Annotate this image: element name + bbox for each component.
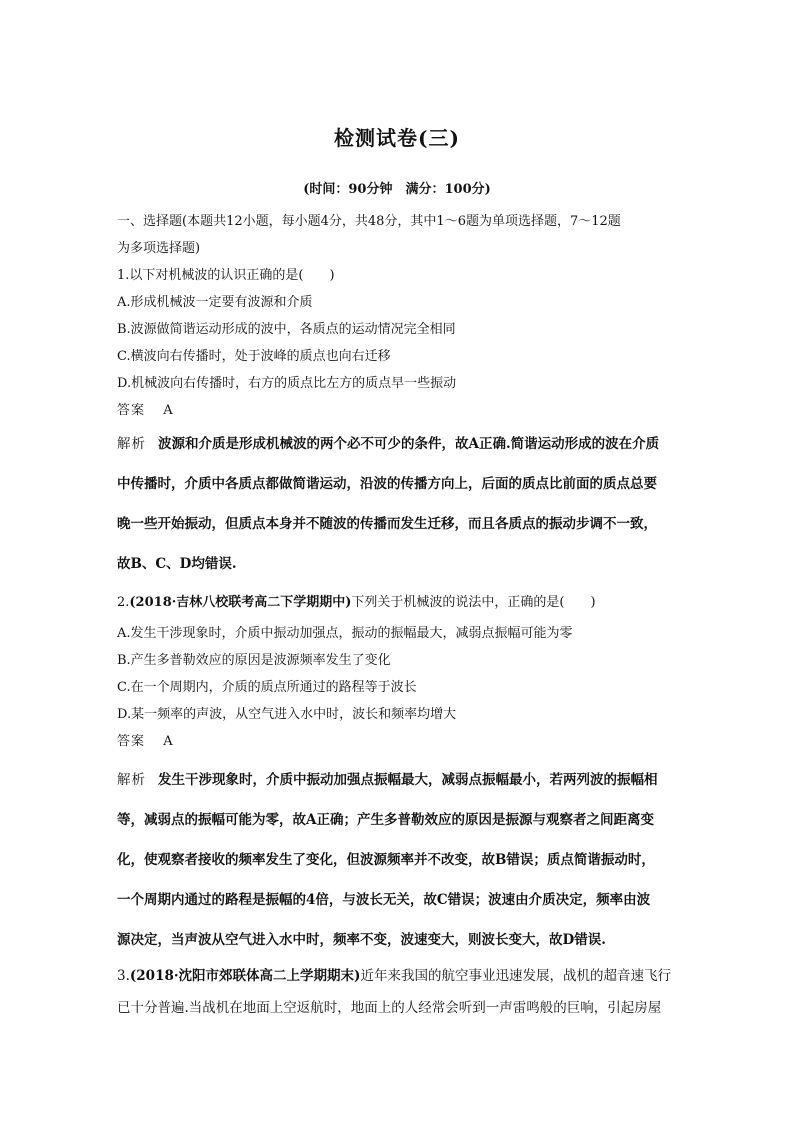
- explanation-line: 解析 发生干涉现象时，介质中振动加强点振幅最大，减弱点振幅最小，若两列波的振幅相: [117, 772, 658, 788]
- explanation-line: 中传播时，介质中各质点都做简谐运动，沿波的传播方向上，后面的质点比前面的质点总要: [117, 476, 657, 492]
- question-1-option-d: D.机械波向右传播时，右方的质点比左方的质点早一些振动: [117, 376, 457, 391]
- question-2-options: [117, 620, 682, 755]
- question-2-answer: [117, 728, 682, 755]
- explanation-label: 解析: [117, 772, 146, 788]
- question-source: (2018·沈阳市郊联体高二上学期期末): [129, 968, 361, 984]
- answer-label: 答案: [117, 403, 146, 418]
- question-1-stem: 1.以下对机械波的认识正确的是( ): [117, 268, 335, 283]
- question-1-option-a: A.形成机械波一定要有波源和介质: [117, 295, 313, 310]
- explanation-line: 等，减弱点的振幅可能为零，故A正确；产生多普勒效应的原因是振源与观察者之间距离变: [117, 812, 654, 828]
- explanation-line: 化，使观察者接收的频率发生了变化，但波源频率并不改变，故B错误；质点简谐振动时，: [117, 852, 655, 868]
- question-3: [117, 964, 682, 1028]
- question-1-answer: [117, 397, 682, 424]
- section-header-line: 一、选择题(本题共12小题，每小题4分，共48分，其中1～6题为单项选择题，7～12题: [117, 214, 621, 229]
- page-title: 检测试卷(三): [334, 126, 460, 150]
- explanation-line: 解析 波源和介质是形成机械波的两个必不可少的条件，故A正确.简谐运动形成的波在介质: [117, 436, 660, 452]
- explanation-line: 晚一些开始振动，但质点本身并不随波的传播而发生迁移，而且各质点的振动步调不一致，: [117, 516, 657, 532]
- explanation-label: 解析: [117, 436, 146, 452]
- question-1-explanation: [117, 432, 682, 592]
- section-header: [117, 208, 682, 424]
- question-1-option-b: B.波源做简谐运动形成的波中，各质点的运动情况完全相同: [117, 322, 456, 337]
- question-2-stem: 2.(2018·吉林八校联考高二下学期期中)下列关于机械波的说法中，正确的是( ): [117, 595, 596, 610]
- explanation-line: 故B、C、D均错误.: [117, 556, 237, 572]
- question-2-option-b: B.产生多普勒效应的原因是波源频率发生了变化: [117, 653, 391, 668]
- question-2-explanation: [117, 768, 682, 968]
- question-2: [117, 589, 682, 616]
- explanation-line: 一个周期内通过的路程是振幅的4倍，与波长无关，故C错误；波速由介质决定，频率由波: [117, 892, 651, 908]
- question-3-stem-line: 已十分普遍.当战机在地面上空返航时，地面上的人经常会听到一声雷鸣般的巨响，引起房屋: [117, 1000, 662, 1016]
- answer-label: 答案: [117, 734, 146, 749]
- question-source: (2018·吉林八校联考高二下学期期中): [129, 595, 352, 610]
- question-3-stem: 3.(2018·沈阳市郊联体高二上学期期末)近年来我国的航空事业迅速发展，战机的超音速飞行: [117, 968, 671, 984]
- section-header-line: 为多项选择题): [117, 241, 201, 256]
- exam-info: (时间：90分钟 满分：100分): [303, 182, 491, 197]
- question-1-option-c: C.横波向右传播时，处于波峰的质点也向右迁移: [117, 349, 391, 364]
- question-2-option-d: D.某一频率的声波，从空气进入水中时，波长和频率均增大: [117, 707, 457, 722]
- question-2-option-c: C.在一个周期内，介质的质点所通过的路程等于波长: [117, 680, 417, 695]
- explanation-line: 源决定，当声波从空气进入水中时，频率不变，波速变大，则波长变大，故D错误.: [117, 932, 606, 948]
- answer-value: A: [163, 734, 173, 749]
- answer-value: A: [163, 403, 173, 418]
- question-2-option-a: A.发生干涉现象时，介质中振动加强点，振动的振幅最大，减弱点振幅可能为零: [117, 626, 573, 641]
